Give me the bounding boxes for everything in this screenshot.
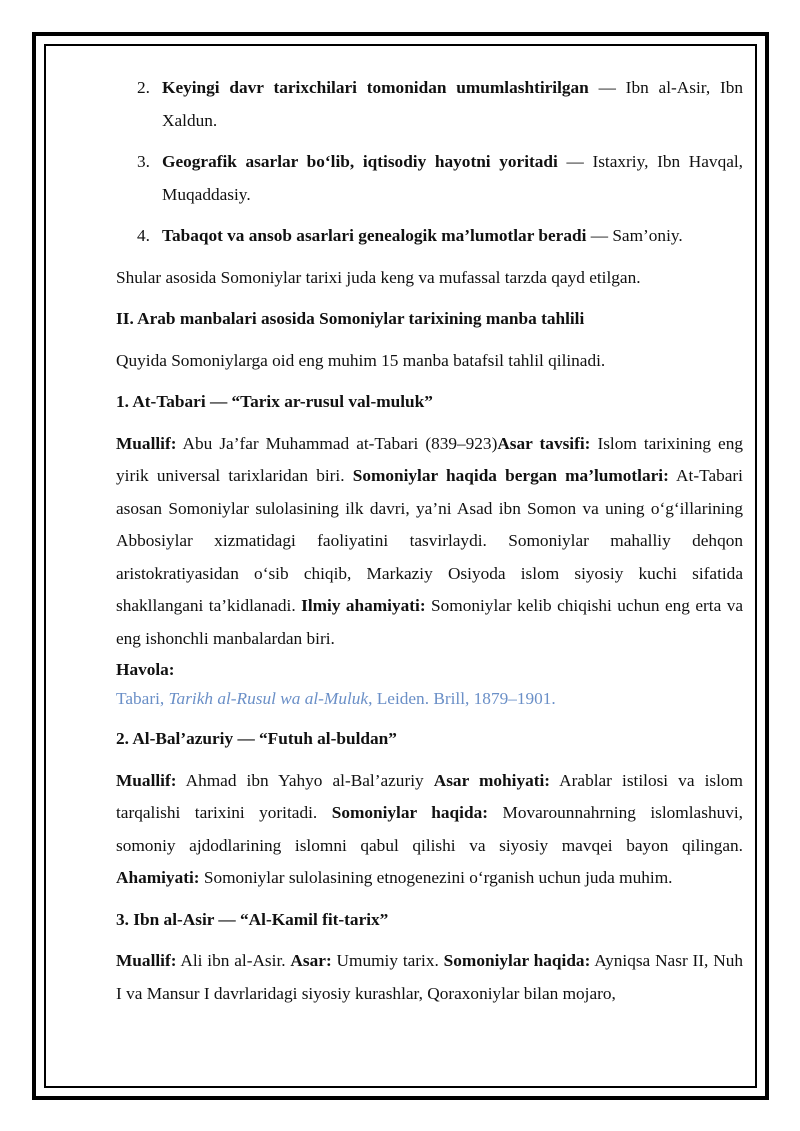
field-text: Islom tarixining eng yirik universal tarixlaridan biri. bbox=[116, 433, 743, 485]
field-label: Somoniylar haqida: bbox=[443, 951, 591, 970]
field-text: Ahmad ibn Yahyo al-Bal’azuriy bbox=[176, 770, 434, 790]
list-item-text: — Ibn al-Asir, Ibn Xaldun. bbox=[162, 78, 743, 130]
field-label: Ahamiyati: bbox=[116, 868, 200, 887]
field-text: Abu Ja’far Muhammad at-Tabari (839–923) bbox=[176, 433, 498, 453]
list-number: 4. bbox=[137, 226, 150, 245]
list-item-bold: Keyingi davr tarixchilari tomonidan umumlashtirilgan bbox=[162, 78, 589, 97]
list-number: 3. bbox=[137, 152, 150, 171]
field-label: Somoniylar haqida: bbox=[331, 803, 488, 822]
field-label: Asar: bbox=[290, 951, 332, 970]
field-text: Arablar istilosi va islom tarqalishi tarixini yoritadi. bbox=[116, 770, 743, 822]
field-text: Movarounnahrning islomlashuvi, somoniy ajdodlarining islomni qabul qilishi va siyosiy mavqei bayon qilingan. bbox=[116, 803, 743, 855]
field-label: Muallif: bbox=[116, 951, 177, 970]
reference-link[interactable] bbox=[116, 684, 743, 714]
field-label: Asar mohiyati: bbox=[433, 770, 551, 790]
source-heading-1: 1. At-Tabari — “Tarix ar-rusul val-muluk” bbox=[116, 392, 433, 411]
source-paragraph-2 bbox=[116, 765, 743, 895]
section-heading: II. Arab manbalari asosida Somoniylar tarixining manba tahlili bbox=[116, 309, 585, 328]
source-paragraph-1 bbox=[116, 428, 743, 656]
list-item bbox=[116, 146, 743, 211]
field-text: Ayniqsa Nasr II, Nuh I va Mansur I davrlaridagi siyosiy kurashlar, Qoraxoniylar bilan mojaro, bbox=[116, 951, 743, 1003]
field-label: Ilmiy ahamiyati: bbox=[301, 596, 426, 615]
field-text: Ali ibn al-Asir. bbox=[176, 951, 291, 970]
link-title: Tarikh al-Rusul wa al-Muluk bbox=[168, 689, 369, 708]
link-author: Tabari, bbox=[116, 689, 169, 708]
list-item bbox=[116, 72, 743, 137]
source-heading-2: 2. Al-Bal’azuriy — “Futuh al-buldan” bbox=[116, 729, 397, 748]
intro-paragraph: Quyida Somoniylarga oid eng muhim 15 manba batafsil tahlil qilinadi. bbox=[116, 350, 606, 370]
field-label: Muallif: bbox=[116, 770, 177, 790]
field-label: Somoniylar haqida bergan ma’lumotlari: bbox=[352, 466, 669, 485]
field-text: Somoniylar sulolasining etnogenezini o‘rganish uchun juda muhim. bbox=[199, 868, 673, 887]
source-paragraph-3 bbox=[116, 945, 743, 1010]
document-body bbox=[116, 72, 743, 1010]
field-label: Muallif: bbox=[116, 433, 177, 453]
source-heading-3: 3. Ibn al-Asir — “Al-Kamil fit-tarix” bbox=[116, 909, 389, 929]
summary-paragraph: Shular asosida Somoniylar tarixi juda keng va mufassal tarzda qayd etilgan. bbox=[116, 267, 641, 287]
list-item-text: — Sam’oniy. bbox=[586, 226, 683, 245]
list-number: 2. bbox=[137, 78, 150, 97]
list-item-bold: Geografik asarlar bo‘lib, iqtisodiy hayotni yoritadi bbox=[162, 152, 558, 171]
list-item-bold: Tabaqot va ansob asarlari genealogik ma’lumotlar beradi bbox=[162, 226, 587, 245]
field-text: At-Tabari asosan Somoniylar sulolasining ilk davri, ya’ni Asad ibn Somon va uning o‘g‘illarining Abbosiylar xizmatidagi faoliyatini tasvirlaydi. Somoniylar mahalliy dehqon aristokratiyasidan o‘sib chiqib, Markaziy Osiyoda islom siyosiy kuchi sifatida shakllangani ta’kidlanadi. bbox=[116, 466, 743, 615]
list-item-text: — Istaxriy, Ibn Havqal, Muqaddasiy. bbox=[162, 152, 744, 204]
field-text: Umumiy tarix. bbox=[331, 951, 444, 970]
havola-label: Havola: bbox=[116, 660, 175, 679]
field-text: Somoniylar kelib chiqishi uchun eng erta va eng ishonchli manbalardan biri. bbox=[116, 596, 743, 648]
field-label: Asar tavsifi: bbox=[497, 433, 591, 453]
list-item bbox=[116, 220, 743, 253]
link-details: , Leiden. Brill, 1879–1901. bbox=[368, 689, 556, 708]
